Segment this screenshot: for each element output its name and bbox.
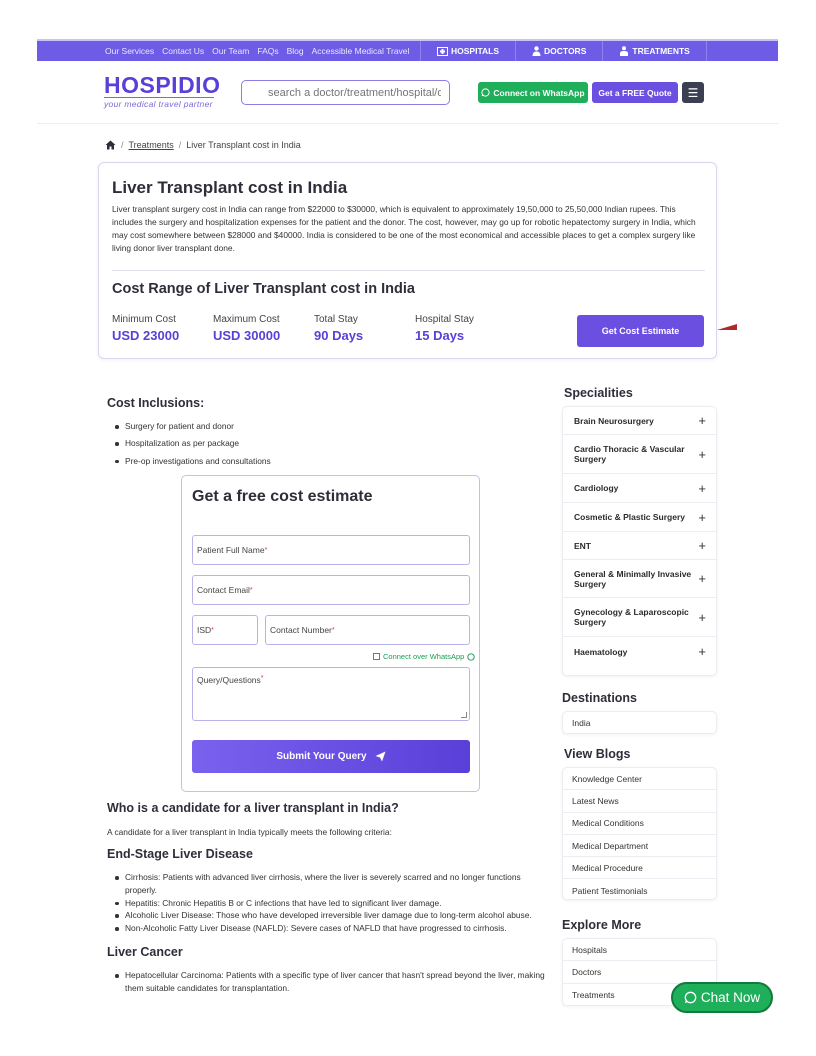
cost-estimate-form [181, 475, 480, 792]
resize-handle[interactable] [461, 712, 467, 718]
speciality-item[interactable] [563, 560, 716, 598]
cost-summary-card [98, 162, 717, 359]
plus-icon[interactable]: + [698, 446, 706, 462]
plus-icon[interactable]: + [698, 644, 706, 659]
contact-number-field[interactable] [265, 615, 470, 645]
blog-item[interactable]: Latest News [563, 790, 716, 812]
destination-item[interactable]: India [572, 718, 591, 729]
hospidio-logo[interactable] [104, 74, 220, 109]
search-input[interactable] [241, 80, 450, 105]
nav-treatments[interactable] [602, 41, 706, 61]
speciality-label: Haematology [574, 646, 628, 657]
cost-intro: Liver transplant surgery cost in India can range from $22000 to $30000, which is equivalent to approximately 19,50,000 to 25,50,000 Indian rupees. This includes the surgery and hospitalization expenses for the patient and the donor. The cost, however, may go up for robotic hepatectomy surgery in India, which may cost somewhere between $28000 and $40000. India is considered to be one of the most economical and accessible places to get a complex surgery like living donor liver transplant done. [112, 204, 696, 253]
submit-query-label: Submit Your Query [276, 751, 367, 762]
speciality-item[interactable] [563, 598, 716, 637]
chat-now-button[interactable] [671, 982, 773, 1013]
speciality-label: ENT [574, 540, 591, 551]
list-item: Hepatitis: Chronic Hepatitis B or C infections that have led to significant liver damage. [108, 897, 553, 910]
end-stage-title: End-Stage Liver Disease [107, 847, 253, 861]
field-label: ISD [197, 625, 212, 635]
email-field[interactable] [192, 575, 470, 605]
nav-hospitals-label: HOSPITALS [451, 46, 500, 56]
plus-icon[interactable]: + [698, 538, 706, 553]
speciality-label: General & Minimally Invasive Surgery [574, 568, 692, 589]
nav-blog[interactable]: Blog [286, 46, 304, 56]
chat-now-label: Chat Now [700, 990, 761, 1005]
whatsapp-icon [684, 991, 697, 1004]
required-mark: * [331, 626, 335, 634]
stat-value: 90 Days [314, 328, 364, 343]
blogs-title: View Blogs [564, 747, 631, 761]
blog-item[interactable]: Patient Testimonials [572, 885, 648, 896]
whatsapp-icon [467, 653, 475, 661]
list-item: Hepatocellular Carcinoma: Patients with a specific type of liver cancer that hasn't spread beyond the liver, making them suitable candidates for transplantation. [108, 969, 553, 995]
stat-value: 15 Days [415, 328, 465, 343]
stat-minimum-cost [112, 314, 179, 343]
plus-icon[interactable]: + [698, 413, 706, 428]
cost-inclusions-list [108, 420, 528, 468]
blog-item[interactable]: Medical Procedure [563, 857, 716, 879]
whatsapp-checkbox[interactable] [373, 652, 475, 661]
speciality-item[interactable] [563, 532, 716, 560]
list-item: Cirrhosis: Patients with advanced liver cirrhosis, where the liver is severely scarred and no longer functions properly. [108, 871, 553, 897]
speciality-label: Brain Neurosurgery [574, 415, 654, 426]
submit-query-button[interactable] [192, 740, 470, 773]
isd-field[interactable] [192, 615, 258, 645]
breadcrumb-treatments[interactable]: Treatments [128, 140, 174, 150]
query-textarea[interactable] [192, 667, 470, 721]
top-links [37, 46, 417, 56]
nav-our-team[interactable]: Our Team [212, 46, 250, 56]
treatment-icon [619, 46, 629, 56]
speciality-item[interactable] [563, 435, 716, 474]
menu-button[interactable] [682, 82, 704, 103]
breadcrumb [105, 140, 301, 150]
plus-icon[interactable]: + [698, 480, 706, 496]
speciality-label: Cardiology [574, 483, 619, 493]
logo-tagline: your medical travel partner [104, 99, 213, 109]
speciality-item[interactable] [563, 407, 716, 435]
field-label: Patient Full Name [197, 545, 265, 555]
site-header [37, 61, 778, 124]
doctor-icon [532, 46, 541, 56]
specialities-list [562, 406, 717, 676]
nav-treatments-label: TREATMENTS [632, 46, 690, 56]
list-item: Non-Alcoholic Fatty Liver Disease (NAFLD): Severe cases of NAFLD that have progressed to cirrhosis. [108, 922, 553, 935]
blogs-list [562, 767, 717, 900]
explore-item[interactable]: Hospitals [563, 939, 716, 961]
stat-value: USD 30000 [213, 328, 281, 343]
list-item: Surgery for patient and donor [108, 420, 528, 433]
free-quote-button[interactable]: Get a FREE Quote [592, 82, 678, 103]
whatsapp-checkbox-label: Connect over WhatsApp [383, 652, 465, 661]
explore-title: Explore More [562, 918, 642, 932]
stat-maximum-cost [213, 314, 280, 343]
stat-hospital-stay [415, 314, 474, 343]
breadcrumb-current: Liver Transplant cost in India [186, 140, 301, 150]
blog-item[interactable]: Knowledge Center [563, 768, 716, 790]
speciality-item[interactable] [563, 474, 716, 503]
top-navbar [37, 39, 778, 61]
send-icon [375, 751, 386, 762]
whatsapp-icon [481, 88, 490, 97]
nav-our-services[interactable]: Our Services [105, 46, 155, 56]
blog-item[interactable]: Medical Conditions [563, 813, 716, 835]
field-label: Query/Questions [197, 675, 261, 685]
speciality-item[interactable] [563, 503, 716, 532]
plus-icon[interactable]: + [698, 571, 706, 586]
plus-icon[interactable]: + [698, 609, 706, 625]
nav-hospitals[interactable] [420, 41, 515, 61]
nav-doctors[interactable] [515, 41, 602, 61]
logo-word: HOSPIDIO [104, 72, 221, 98]
stat-label: Hospital Stay [415, 314, 474, 325]
blog-item[interactable]: Medical Department [563, 835, 716, 857]
nav-doctors-label: DOCTORS [544, 46, 587, 56]
required-mark: * [249, 586, 253, 594]
nav-faqs[interactable]: FAQs [257, 46, 279, 56]
field-label: Contact Email [197, 585, 250, 595]
explore-item[interactable]: Treatments [572, 989, 615, 1000]
stat-label: Total Stay [314, 314, 358, 325]
patient-name-field[interactable] [192, 535, 470, 565]
stat-label: Minimum Cost [112, 314, 176, 325]
stat-label: Maximum Cost [213, 314, 280, 325]
required-mark: * [211, 626, 214, 634]
liver-cancer-title: Liver Cancer [107, 945, 183, 959]
field-label: Contact Number [270, 625, 332, 635]
list-item: Alcoholic Liver Disease: Those who have developed irreversible liver damage due to long-term alcohol abuse. [108, 909, 553, 922]
speciality-label: Gynecology & Laparoscopic Surgery [574, 607, 689, 627]
candidate-intro: A candidate for a liver transplant in India typically meets the following criteria: [107, 827, 392, 837]
home-icon[interactable] [105, 140, 116, 150]
divider [112, 270, 705, 271]
hospital-icon [437, 47, 448, 56]
breadcrumb-separator: / [178, 140, 182, 150]
get-cost-estimate-button[interactable]: Get Cost Estimate [577, 315, 704, 347]
required-mark: * [260, 675, 264, 682]
speciality-label: Cosmetic & Plastic Surgery [574, 512, 686, 522]
list-item: Hospitalization as per package [108, 437, 528, 450]
stat-value: USD 23000 [112, 328, 180, 343]
page-title: Liver Transplant cost in India [112, 178, 348, 197]
liver-cancer-list [108, 969, 553, 995]
specialities-title: Specialities [564, 386, 633, 400]
whatsapp-button[interactable] [478, 82, 588, 103]
cost-range-title: Cost Range of Liver Transplant cost in India [112, 281, 415, 297]
stat-total-stay [314, 314, 363, 343]
explore-item[interactable]: Doctors [563, 961, 716, 983]
candidate-title: Who is a candidate for a liver transplant in India? [107, 801, 399, 815]
form-title: Get a free cost estimate [192, 488, 373, 505]
destinations-list [562, 711, 717, 734]
speciality-label: Cardio Thoracic & Vascular Surgery [574, 444, 685, 464]
checkbox-icon[interactable] [373, 653, 380, 660]
nav-accessible-medical-travel[interactable]: Accessible Medical Travel [311, 46, 410, 56]
list-item: Pre-op investigations and consultations [108, 455, 528, 468]
hamburger-icon: ☰ [687, 85, 699, 100]
end-stage-list [108, 871, 553, 935]
nav-contact-us[interactable]: Contact Us [162, 46, 205, 56]
breadcrumb-separator: / [121, 140, 124, 150]
cost-inclusions-title: Cost Inclusions: [107, 396, 205, 410]
required-mark: * [264, 546, 268, 554]
plus-icon[interactable]: + [698, 509, 706, 525]
destinations-title: Destinations [562, 691, 638, 705]
whatsapp-button-label: Connect on WhatsApp [493, 87, 585, 98]
decorative-shape [717, 318, 737, 330]
speciality-item[interactable] [563, 637, 716, 666]
